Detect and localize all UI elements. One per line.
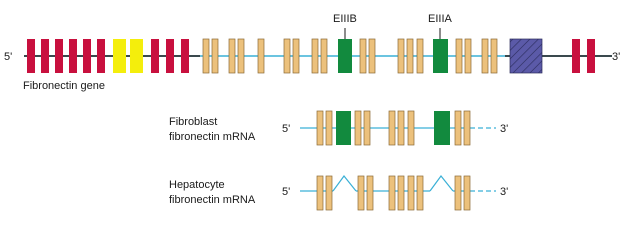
fibroblast-exon-tan — [317, 111, 323, 145]
gene-exon-tan — [321, 39, 327, 73]
hepatocyte-exon-tan — [367, 176, 373, 210]
fibroblast-exon-tan — [326, 111, 332, 145]
gene-exon-red — [69, 39, 77, 73]
gene-exon-tan — [360, 39, 366, 73]
gene-exon-eiiia — [433, 39, 448, 73]
fibroblast-exon-tan — [364, 111, 370, 145]
gene-five-prime-label: 5' — [4, 51, 13, 63]
gene-exon-red — [166, 39, 174, 73]
gene-exon-tan — [229, 39, 235, 73]
gene-exon-tan — [482, 39, 488, 73]
gene-exon-red — [97, 39, 105, 73]
hepatocyte-exon-tan — [464, 176, 470, 210]
gene-exon-purple — [510, 39, 542, 73]
gene-exon-tan — [398, 39, 404, 73]
gene-exon-tan — [238, 39, 244, 73]
gene-exon-yellow — [130, 39, 143, 73]
gene-three-prime-label: 3' — [612, 51, 621, 63]
hepatocyte-five-prime-label: 5' — [282, 186, 291, 198]
hepatocyte-exon-tan — [389, 176, 395, 210]
gene-exon-red — [151, 39, 159, 73]
hepatocyte-exon-tan — [417, 176, 423, 210]
fibroblast-exon-tan — [389, 111, 395, 145]
gene-exon-red — [83, 39, 91, 73]
fibroblast-label-line2: fibronectin mRNA — [169, 131, 256, 143]
gene-exon-tan — [369, 39, 375, 73]
gene-exon-red — [55, 39, 63, 73]
gene-exon-red — [587, 39, 595, 73]
eiiia-label: EIIIA — [428, 13, 452, 25]
eiiib-skip-splice — [333, 176, 356, 191]
gene-exon-red — [27, 39, 35, 73]
fibroblast-exon-tan — [398, 111, 404, 145]
gene-exon-tan — [293, 39, 299, 73]
gene-exon-tan — [203, 39, 209, 73]
gene-exon-yellow — [113, 39, 126, 73]
fibroblast-exon-eiiib — [336, 111, 351, 145]
gene-exon-tan — [212, 39, 218, 73]
gene-exon-tan — [312, 39, 318, 73]
hepatocyte-exon-tan — [317, 176, 323, 210]
fibroblast-three-prime-label: 3' — [500, 123, 509, 135]
fibroblast-exon-tan — [408, 111, 414, 145]
fibroblast-exon-eiiia — [434, 111, 450, 145]
hepatocyte-exon-tan — [326, 176, 332, 210]
gene-exon-red — [181, 39, 189, 73]
gene-exon-tan — [456, 39, 462, 73]
hepatocyte-label-line2: fibronectin mRNA — [169, 194, 256, 206]
gene-exon-red — [41, 39, 49, 73]
hepatocyte-label-line1: Hepatocyte — [169, 179, 225, 191]
gene-exon-tan — [465, 39, 471, 73]
hepatocyte-mrna — [169, 176, 508, 210]
hepatocyte-exon-tan — [408, 176, 414, 210]
hepatocyte-exon-tan — [455, 176, 461, 210]
hepatocyte-three-prime-label: 3' — [500, 186, 509, 198]
fibronectin-gene — [4, 13, 620, 92]
fibroblast-five-prime-label: 5' — [282, 123, 291, 135]
eiiib-label: EIIIB — [333, 13, 357, 25]
gene-exon-tan — [407, 39, 413, 73]
fibroblast-exon-tan — [355, 111, 361, 145]
fibroblast-label-line1: Fibroblast — [169, 116, 218, 128]
gene-exon-tan — [417, 39, 423, 73]
fibroblast-mrna — [169, 111, 508, 145]
hepatocyte-exon-tan — [358, 176, 364, 210]
eiiia-skip-splice — [430, 176, 453, 191]
hepatocyte-exon-tan — [398, 176, 404, 210]
gene-exon-eiiib — [338, 39, 352, 73]
gene-exon-tan — [258, 39, 264, 73]
gene-exon-tan — [284, 39, 290, 73]
fibroblast-exon-tan — [464, 111, 470, 145]
gene-exon-red — [572, 39, 580, 73]
gene-label: Fibronectin gene — [23, 80, 105, 92]
fibroblast-exon-tan — [455, 111, 461, 145]
gene-exon-tan — [491, 39, 497, 73]
